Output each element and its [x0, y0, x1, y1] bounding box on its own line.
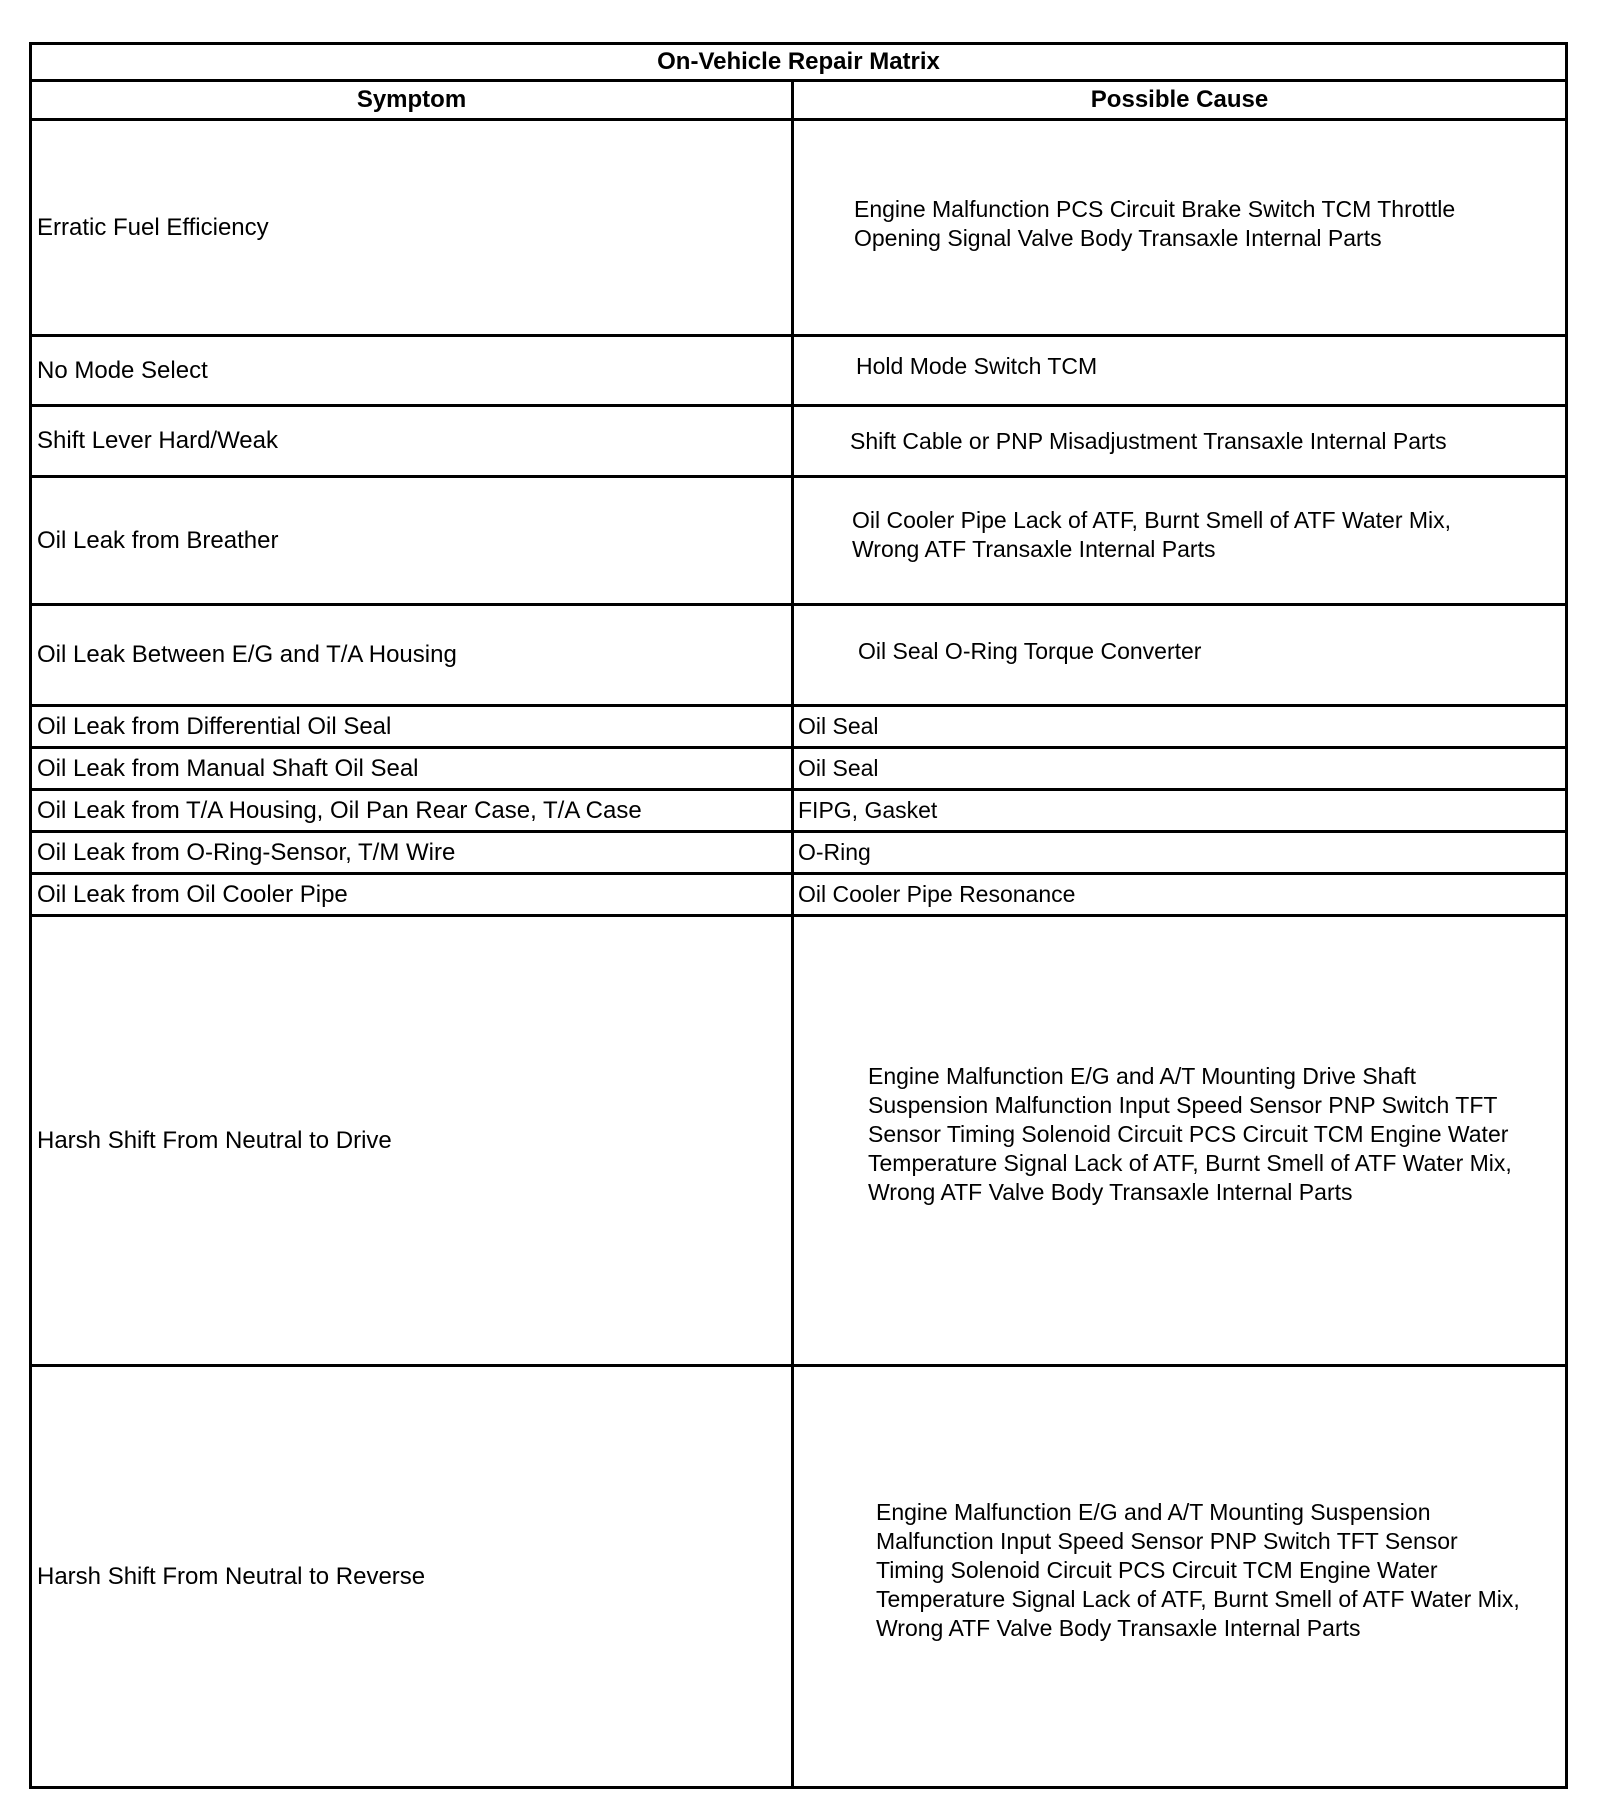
cause-text: Engine Malfunction PCS Circuit Brake Switch TCM Throttle Opening Signal Valve Body Transaxle Internal Parts — [854, 195, 1456, 251]
cause-cell — [793, 790, 1567, 832]
table-header-row — [31, 81, 1567, 120]
cause-text: Oil Cooler Pipe Lack of ATF, Burnt Smell of ATF Water Mix, Wrong ATF Transaxle Internal Parts — [852, 506, 1452, 562]
table-row — [31, 706, 1567, 748]
table-title: On-Vehicle Repair Matrix — [31, 44, 1567, 81]
cause-cell — [793, 120, 1567, 336]
table-row — [31, 120, 1567, 336]
cause-text: Engine Malfunction E/G and A/T Mounting Suspension Malfunction Input Speed Sensor PNP Switch TFT Sensor Timing Solenoid Circuit PCS Circuit TCM Engine Water Temperature Signal Lack of ATF, Burnt Smell of ATF Water Mix, Wrong ATF Valve Body Transaxle Internal Parts — [876, 1499, 1520, 1641]
symptom-cell: Oil Leak from Differential Oil Seal — [31, 706, 793, 748]
table-row — [31, 916, 1567, 1366]
symptom-cell: Oil Leak from Breather — [31, 477, 793, 605]
table-title-row — [31, 44, 1567, 81]
cause-cell — [793, 477, 1567, 605]
cause-text: Oil Cooler Pipe Resonance — [798, 881, 1076, 907]
symptom-cell: Erratic Fuel Efficiency — [31, 120, 793, 336]
cause-text: Oil Seal — [798, 755, 879, 781]
symptom-cell: Oil Leak from Manual Shaft Oil Seal — [31, 748, 793, 790]
symptom-cell: Oil Leak Between E/G and T/A Housing — [31, 605, 793, 706]
cause-cell — [793, 406, 1567, 477]
symptom-cell: Harsh Shift From Neutral to Reverse — [31, 1366, 793, 1788]
cause-cell — [793, 336, 1567, 406]
repair-matrix-table — [29, 42, 1568, 1789]
table-row — [31, 748, 1567, 790]
table-row — [31, 406, 1567, 477]
table-row — [31, 790, 1567, 832]
symptom-cell: Oil Leak from O-Ring-Sensor, T/M Wire — [31, 832, 793, 874]
symptom-column-header: Symptom — [31, 81, 793, 120]
cause-cell — [793, 706, 1567, 748]
table-row — [31, 874, 1567, 916]
table-row — [31, 605, 1567, 706]
cause-cell — [793, 832, 1567, 874]
table-row — [31, 1366, 1567, 1788]
cause-cell — [793, 748, 1567, 790]
cause-column-header: Possible Cause — [793, 81, 1567, 120]
table-row — [31, 336, 1567, 406]
cause-text: FIPG, Gasket — [798, 797, 938, 823]
table-row — [31, 477, 1567, 605]
symptom-cell: Shift Lever Hard/Weak — [31, 406, 793, 477]
cause-cell — [793, 605, 1567, 706]
cause-cell — [793, 916, 1567, 1366]
symptom-cell: Oil Leak from T/A Housing, Oil Pan Rear Case, T/A Case — [31, 790, 793, 832]
cause-text: Shift Cable or PNP Misadjustment Transaxle Internal Parts — [850, 427, 1447, 454]
cause-cell — [793, 1366, 1567, 1788]
cause-text: Oil Seal O-Ring Torque Converter — [858, 637, 1202, 664]
cause-text: Hold Mode Switch TCM — [856, 353, 1098, 379]
symptom-cell: Harsh Shift From Neutral to Drive — [31, 916, 793, 1366]
cause-text: Engine Malfunction E/G and A/T Mounting Drive Shaft Suspension Malfunction Input Speed Sensor PNP Switch TFT Sensor Timing Solenoid Circuit PCS Circuit TCM Engine Water Temperature Signal Lack of ATF, Burnt Smell of ATF Water Mix, Wrong ATF Valve Body Transaxle Internal Parts — [868, 1063, 1512, 1205]
cause-text: Oil Seal — [798, 713, 879, 739]
cause-cell — [793, 874, 1567, 916]
table-row — [31, 832, 1567, 874]
symptom-cell: Oil Leak from Oil Cooler Pipe — [31, 874, 793, 916]
symptom-cell: No Mode Select — [31, 336, 793, 406]
cause-text: O-Ring — [798, 839, 871, 865]
